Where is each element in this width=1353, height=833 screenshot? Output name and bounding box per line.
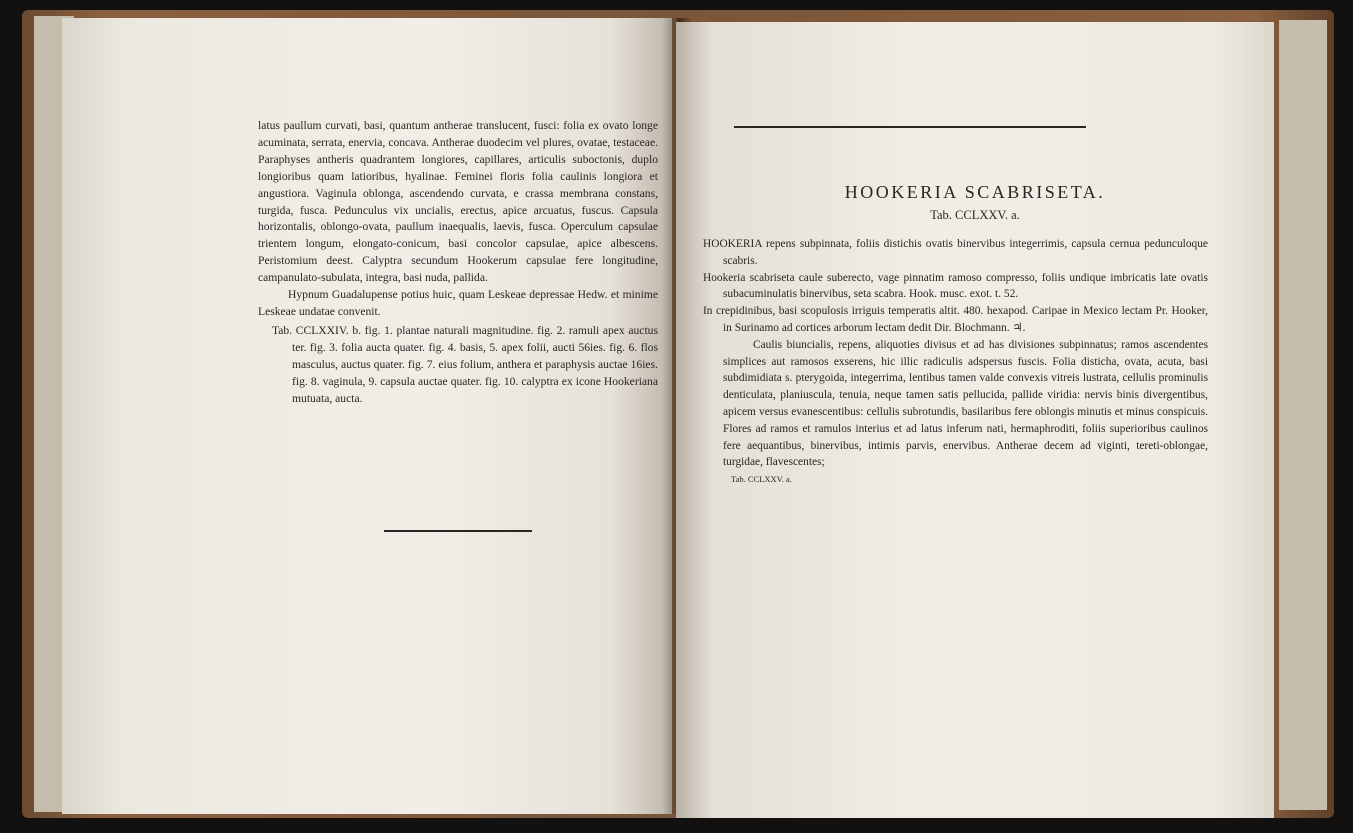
right-header-rule	[734, 126, 1086, 128]
diagnosis-line: HOOKERIA repens subpinnata, foliis distichis ovatis binervibus integerrimis, capsula cernua pedunculoque scabris.	[703, 238, 1208, 267]
left-page	[62, 18, 672, 814]
habitat-line: In crepidinibus, basi scopulosis irriguis temperatis altit. 480. hexapod. Caripae in Mexico lectam Pr. Hooker, in Surinamo ad cortices arborum lectam dedit Dir. Blochmann. ♃.	[703, 305, 1208, 334]
diagnosis-block	[703, 236, 1208, 488]
page-footer-signature: Tab. CCLXXV. a.	[731, 474, 792, 485]
synonym-line: Hookeria scabriseta caule suberecto, vage pinnatim ramoso compresso, foliis undique imbricatis late ovatis subacuminulatis binervibus, seta scabra. Hook. musc. exot. t. 52.	[703, 271, 1208, 301]
right-page	[676, 22, 1274, 818]
plate-label: Tab. CCLXXV. a.	[930, 208, 1020, 222]
left-paragraph-plate-legend: Tab. CCLXXIV. b. fig. 1. plantae naturali magnitudine. fig. 2. ramuli apex auctus ter. fig. 3. folia aucta quater. fig. 4. basis, 5. apex folii, aucti 56ies. fig. 6. flos masculus, auctus quater. fig. 7. eius folium, anthera et paraphysis auctae 16ies. fig. 8. vaginula, 9. capsula auctae quater. fig. 10. calyptra ex icone Hookeriana mutuata, aucta.	[272, 323, 658, 405]
left-text-block	[258, 118, 658, 407]
left-paragraph-description: latus paullum curvati, basi, quantum antherae translucent, fusci: folia ex ovato longe acuminata, serrata, enervia, concava. Antherae duodecim vel plures, ovatae, testaceae. Paraphyses antheris quadrantem longiores, capillares, articulis suboctonis, duplo longioribus quam latioribus, hyalinae. Feminei floris folia caulinis longiora et angustiora. Vaginula oblonga, ascendendo curvata, e crassa membrana constans, turgida, fusca. Pedunculus vix uncialis, erectus, apice arcuatus, fuscus. Capsula horizontalis, oblongo-ovata, paullum inaequalis, laevis, fusca. Operculum capsulae trientem longum, elongato-conicum, basi concolor capsulae, apice albescens. Peristomium deest. Calyptra secundum Hookerum capsulae fere longitudine, campanulato-subulata, integra, basi nuda, pallida.	[258, 119, 658, 285]
description-paragraph: Caulis biuncialis, repens, aliquoties divisus et ad has divisiones subpinnatus; ramos ascendentes simplices aut ramosos exserens, hic illic radiculis adspersus fuscis. Folia disticha, ovata, acuta, basi subdimidiata s. pterygoida, integerrima, lentibus tamen valde convexis vitreis lustrata, cellulis prominulis denticulata, planiuscula, tenuia, neque tamen satis pellucida, pallide viridia: nervis binis divergentibus, apicem versus evanescentibus: cellulis subrotundis, basilaribus fere oblongis minutis et minus conspicuis. Flores ad ramos et ramulos interius et ad latus inferum nati, hermaphroditi, foliis superioribus caulinos fere aequantibus, binervibus, intimis parvis, enervibus. Antherae decem ad viginti, tereti-oblongae, turgidae, flavescentes;	[723, 338, 1208, 469]
page-edges-right	[1279, 20, 1327, 810]
species-title: HOOKERIA SCABRISETA.	[844, 182, 1106, 202]
left-end-rule	[384, 530, 532, 532]
left-paragraph-remark: Hypnum Guadalupense potius huic, quam Leskeae depressae Hedw. et minime Leskeae undatae convenit.	[258, 288, 658, 318]
